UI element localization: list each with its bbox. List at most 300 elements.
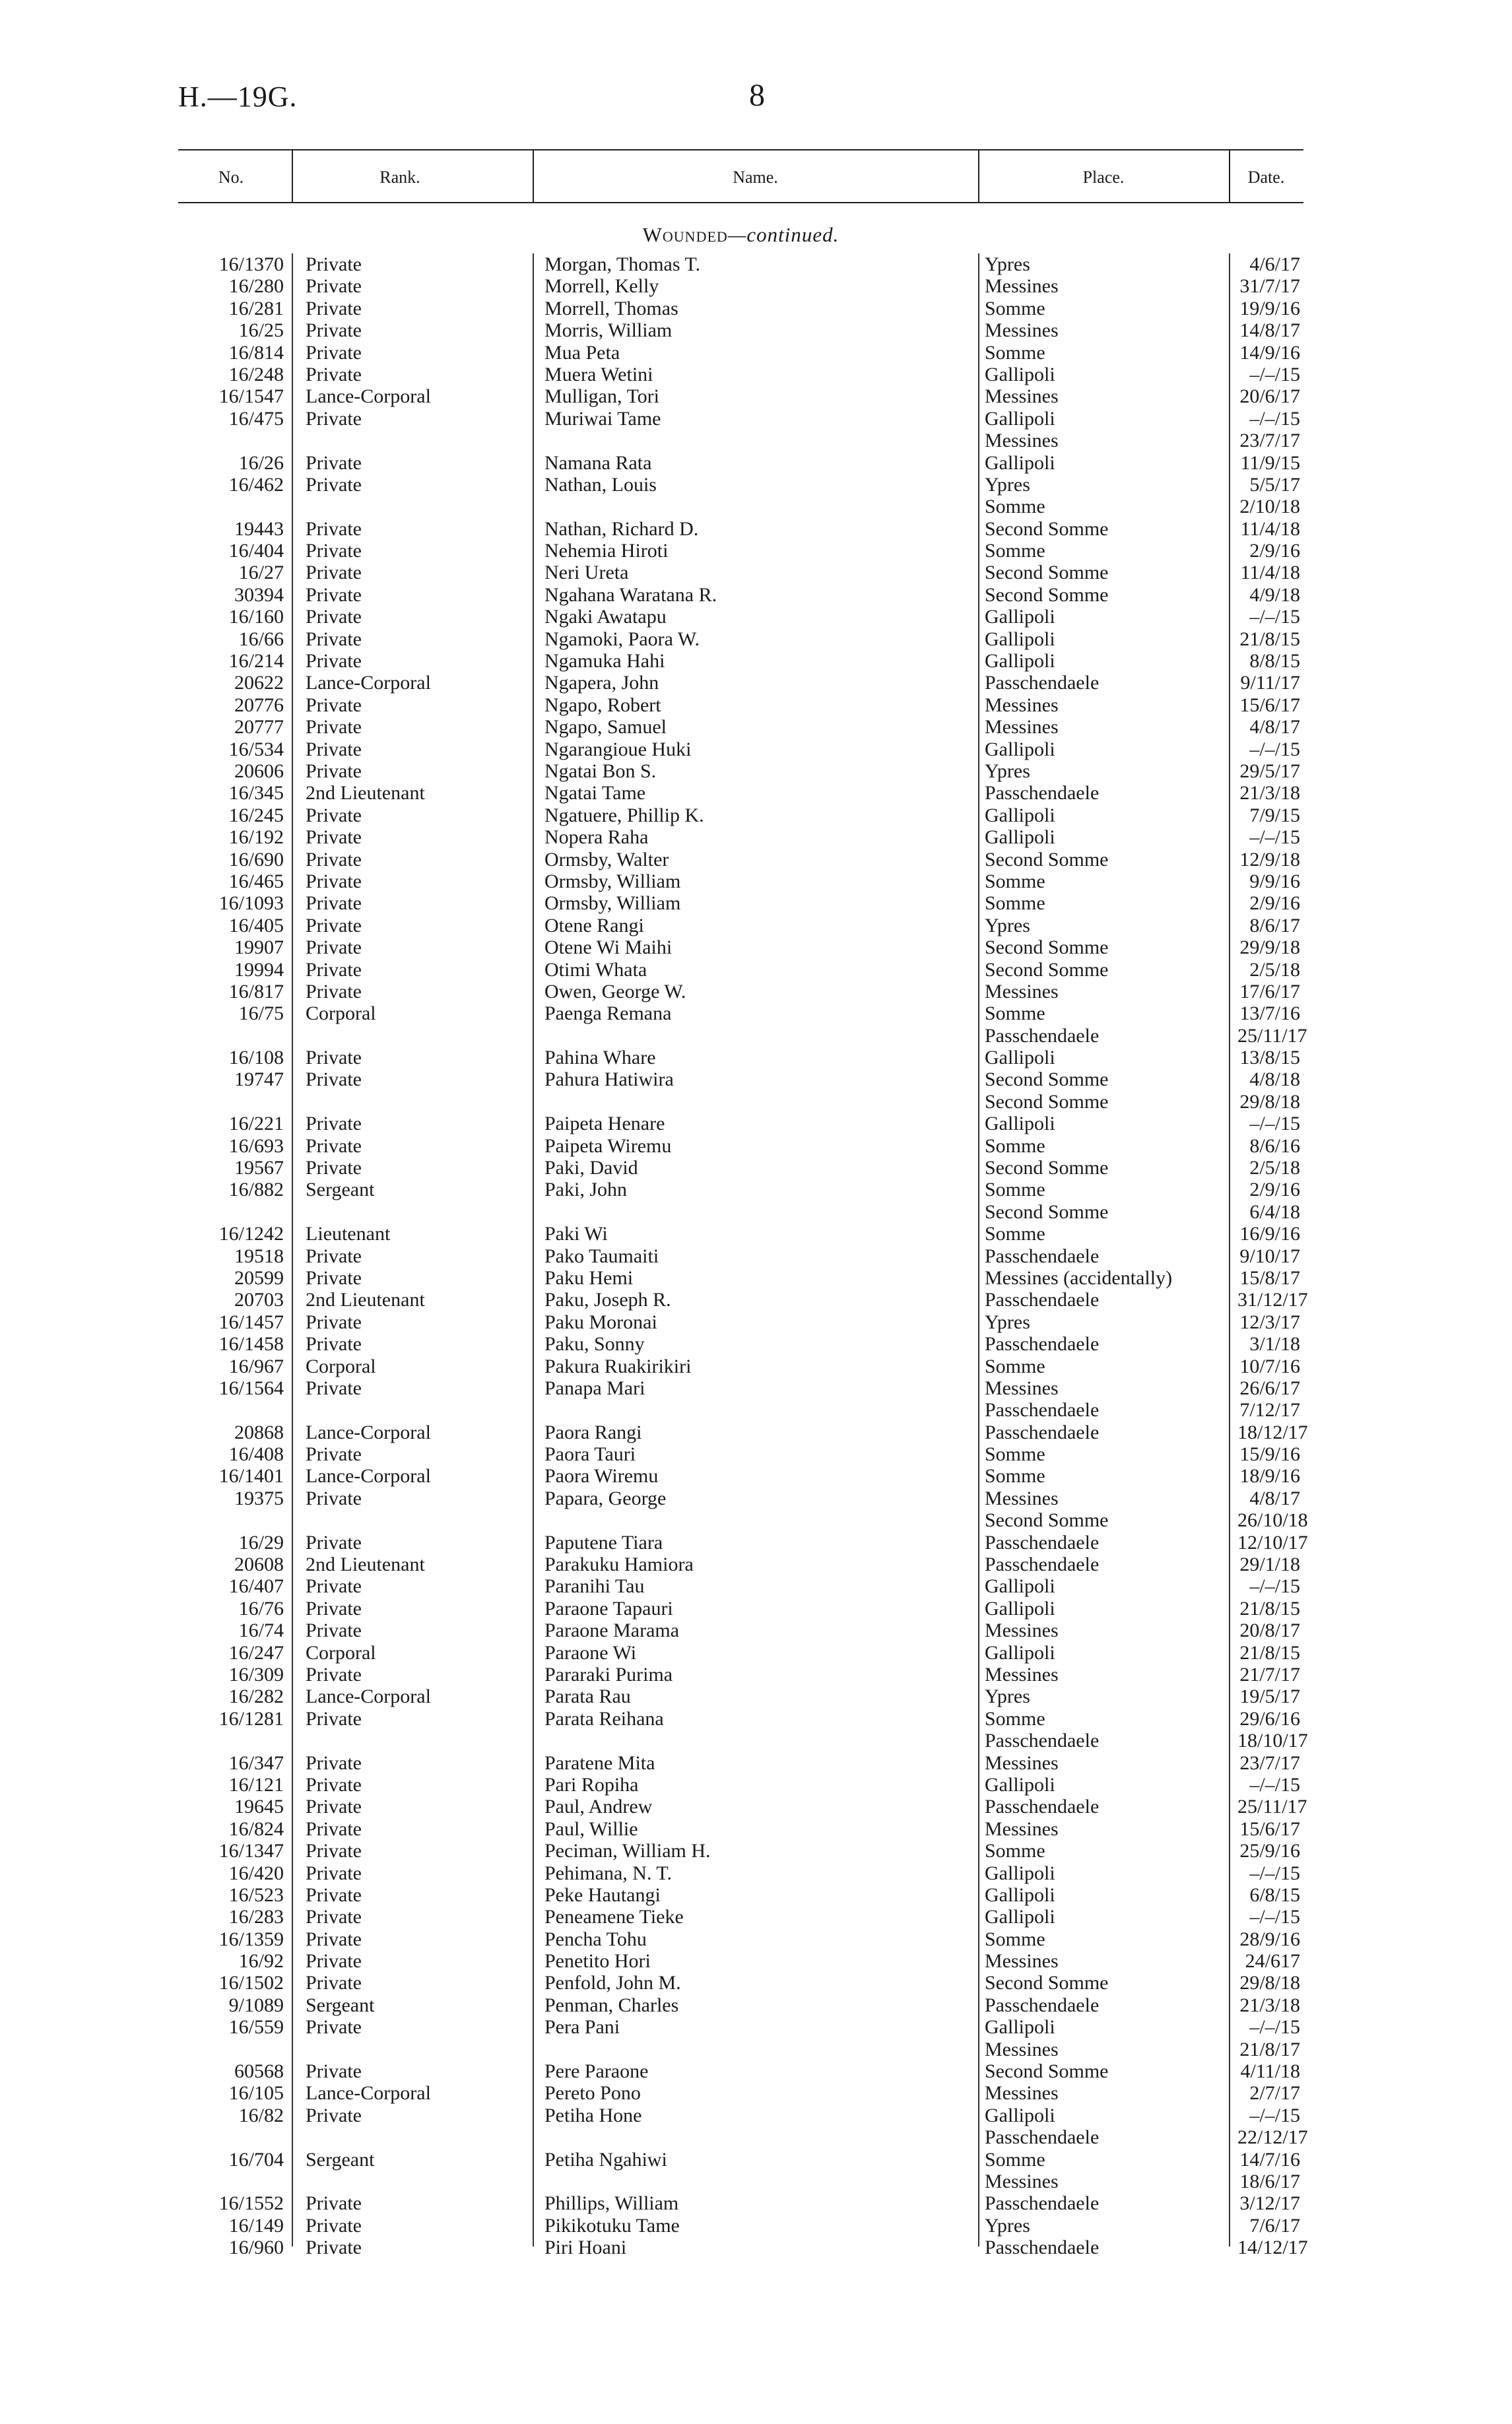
- table-row: [178, 1421, 1308, 1443]
- cell-place: Second Somme: [985, 562, 1109, 584]
- cell-date: 21/8/15: [1239, 628, 1300, 650]
- cell-place: Second Somme: [985, 1972, 1109, 1994]
- cell-rank: Private: [306, 275, 362, 298]
- cell-number: 16/66: [238, 628, 284, 650]
- table-row: [178, 1686, 1303, 1707]
- cell-rank: Private: [306, 1707, 362, 1730]
- cell-place: Ypres: [985, 760, 1030, 782]
- cell-place: Gallipoli: [985, 2104, 1055, 2126]
- cell-place: Gallipoli: [985, 407, 1055, 430]
- cell-date: 23/7/17: [1239, 430, 1300, 452]
- table-row: [178, 606, 1303, 628]
- cell-number: 16/74: [238, 1620, 284, 1642]
- cell-place: Gallipoli: [985, 1641, 1055, 1664]
- cell-place: Somme: [985, 1134, 1045, 1157]
- page-number: 8: [749, 78, 765, 113]
- table-row: [178, 1818, 1303, 1840]
- cell-name: Peneamene Tieke: [544, 1906, 684, 1928]
- cell-name: Paki, John: [544, 1179, 628, 1201]
- cell-rank: Private: [306, 540, 362, 562]
- table-row: [178, 2126, 1308, 2149]
- cell-date: 12/10/17: [1237, 1531, 1308, 1554]
- cell-place: Somme: [985, 496, 1045, 518]
- cell-number: 16/1242: [218, 1223, 284, 1245]
- cell-name: Peciman, William H.: [544, 1840, 711, 1862]
- table-row: [178, 1311, 1303, 1333]
- cell-name: Paraone Marama: [544, 1620, 680, 1642]
- cell-number: 16/405: [228, 914, 284, 936]
- cell-rank: Private: [306, 826, 362, 849]
- cell-place: Passchendaele: [985, 2126, 1100, 2149]
- cell-place: Messines: [985, 2082, 1059, 2105]
- cell-place: Messines: [985, 385, 1059, 408]
- cell-rank: Private: [306, 363, 362, 385]
- cell-name: Piri Hoani: [544, 2237, 627, 2259]
- cell-date: 2/9/16: [1249, 892, 1300, 915]
- cell-place: Messines: [985, 1620, 1059, 1642]
- cell-number: 19907: [234, 936, 284, 959]
- cell-place: Messines: [985, 1752, 1059, 1774]
- table-row: [178, 584, 1303, 606]
- cell-name: Paraone Wi: [544, 1641, 637, 1664]
- cell-place: Passchendaele: [985, 672, 1100, 694]
- cell-place: Gallipoli: [985, 363, 1055, 385]
- table-row: [178, 1972, 1303, 1994]
- cell-place: Messines (accidentally): [985, 1266, 1173, 1289]
- cell-date: 29/6/16: [1239, 1707, 1300, 1730]
- cell-name: Pahina Whare: [544, 1047, 656, 1069]
- cell-rank: Private: [306, 980, 362, 1002]
- column-headers: [178, 149, 1303, 203]
- cell-number: 16/1547: [218, 385, 284, 408]
- table-row: [178, 1399, 1303, 1421]
- cell-rank: Private: [306, 2104, 362, 2126]
- cell-rank: Private: [306, 451, 362, 474]
- table-row: [178, 1289, 1308, 1311]
- cell-number: 16/309: [228, 1664, 284, 1686]
- section-title-suffix: —continued.: [727, 223, 839, 246]
- cell-rank: Private: [306, 1818, 362, 1840]
- cell-rank: Private: [306, 1796, 362, 1818]
- cell-rank: Private: [306, 407, 362, 430]
- cell-date: 11/9/15: [1240, 451, 1300, 474]
- cell-place: Second Somme: [985, 1200, 1109, 1223]
- cell-rank: Private: [306, 738, 362, 760]
- table-row: [178, 2171, 1303, 2192]
- cell-rank: Lance-Corporal: [306, 1686, 431, 1708]
- cell-name: Owen, George W.: [544, 980, 686, 1002]
- cell-number: 16/817: [228, 980, 284, 1002]
- cell-name: Penfold, John M.: [544, 1972, 681, 1994]
- cell-date: –/–/15: [1249, 363, 1300, 385]
- cell-place: Messines: [985, 1664, 1059, 1686]
- cell-name: Pakura Ruakirikiri: [544, 1355, 692, 1377]
- table-row: [178, 1664, 1303, 1686]
- cell-date: –/–/15: [1249, 1862, 1300, 1884]
- cell-number: 16/1552: [218, 2192, 284, 2215]
- table-row: [178, 981, 1303, 1002]
- table-row: [178, 1377, 1303, 1399]
- cell-place: Somme: [985, 2148, 1045, 2171]
- cell-name: Penman, Charles: [544, 1994, 679, 2016]
- cell-number: 20599: [234, 1266, 284, 1289]
- table-row: [178, 1906, 1303, 1928]
- cell-number: 16/76: [238, 1597, 284, 1620]
- cell-date: 12/3/17: [1239, 1311, 1300, 1333]
- cell-place: Gallipoli: [985, 2016, 1055, 2039]
- cell-date: 21/8/17: [1239, 2038, 1300, 2060]
- cell-date: 31/7/17: [1239, 275, 1300, 298]
- cell-place: Gallipoli: [985, 826, 1055, 849]
- cell-date: 4/8/18: [1249, 1068, 1300, 1091]
- cell-rank: Private: [306, 1068, 362, 1091]
- cell-number: 16/814: [228, 341, 284, 364]
- cell-number: 16/75: [238, 1002, 284, 1025]
- cell-rank: Private: [306, 2192, 362, 2215]
- cell-date: 19/9/16: [1239, 297, 1300, 319]
- cell-name: Ormsby, Walter: [544, 848, 669, 870]
- cell-place: Gallipoli: [985, 738, 1055, 760]
- cell-name: Mulligan, Tori: [544, 385, 660, 408]
- table-row: [178, 1950, 1303, 1972]
- cell-date: 2/10/18: [1239, 496, 1300, 518]
- cell-date: 18/9/16: [1239, 1465, 1300, 1488]
- cell-number: 20777: [234, 716, 284, 738]
- cell-place: Gallipoli: [985, 650, 1055, 672]
- cell-number: 30394: [234, 583, 284, 606]
- cell-rank: Private: [306, 760, 362, 782]
- cell-place: Passchendaele: [985, 1245, 1100, 1267]
- cell-number: 16/1458: [218, 1333, 284, 1356]
- cell-number: 16/824: [228, 1818, 284, 1840]
- cell-rank: Private: [306, 1906, 362, 1928]
- cell-place: Ypres: [985, 253, 1030, 275]
- cell-date: 2/5/18: [1249, 958, 1300, 981]
- cell-date: 12/9/18: [1239, 848, 1300, 870]
- cell-date: 29/9/18: [1239, 936, 1300, 959]
- cell-date: 29/8/18: [1239, 1090, 1300, 1113]
- cell-name: Panapa Mari: [544, 1377, 645, 1399]
- cell-name: Parata Reihana: [544, 1707, 664, 1730]
- cell-date: 19/5/17: [1239, 1686, 1300, 1708]
- cell-place: Gallipoli: [985, 1906, 1055, 1928]
- cell-name: Pari Ropiha: [544, 1773, 639, 1796]
- cell-rank: Lance-Corporal: [306, 1421, 431, 1443]
- cell-number: 16/559: [228, 2016, 284, 2039]
- cell-rank: Private: [306, 1840, 362, 1862]
- cell-place: Second Somme: [985, 848, 1109, 870]
- cell-place: Ypres: [985, 1311, 1030, 1333]
- cell-name: Pera Pani: [544, 2016, 620, 2039]
- cell-date: –/–/15: [1249, 2016, 1300, 2039]
- cell-place: Ypres: [985, 914, 1030, 936]
- table-row: [178, 253, 1303, 275]
- cell-number: 16/420: [228, 1862, 284, 1884]
- cell-name: Ngaki Awatapu: [544, 606, 667, 628]
- table-row: [178, 1928, 1303, 1950]
- table-row: [178, 1796, 1307, 1818]
- cell-rank: 2nd Lieutenant: [306, 1289, 425, 1311]
- cell-name: Ngamuka Hahi: [544, 650, 665, 672]
- cell-name: Paraone Tapauri: [544, 1597, 673, 1620]
- cell-number: 16/347: [228, 1752, 284, 1774]
- cell-place: Messines: [985, 1950, 1059, 1973]
- cell-date: 2/9/16: [1249, 1179, 1300, 1201]
- cell-place: Somme: [985, 1443, 1045, 1466]
- table-row: [178, 738, 1303, 760]
- table-row: [178, 1091, 1303, 1113]
- table-row: [178, 1531, 1308, 1554]
- cell-rank: Sergeant: [306, 1994, 375, 2016]
- cell-place: Somme: [985, 1465, 1045, 1488]
- cell-number: 60568: [234, 2060, 284, 2083]
- cell-name: Mua Peta: [544, 341, 620, 364]
- column-header-rank: Rank.: [379, 168, 420, 187]
- cell-place: Somme: [985, 540, 1045, 562]
- cell-name: Parata Rau: [544, 1686, 631, 1708]
- cell-date: 18/12/17: [1237, 1421, 1308, 1443]
- table-row: [178, 1179, 1303, 1200]
- table-row: [178, 826, 1303, 848]
- cell-name: Ngahana Waratana R.: [544, 583, 717, 606]
- cell-date: 21/8/15: [1239, 1641, 1300, 1664]
- cell-date: 9/9/16: [1249, 870, 1300, 892]
- table-row: [178, 1201, 1303, 1223]
- table-row: [178, 1135, 1303, 1157]
- table-row: [178, 1840, 1303, 1862]
- cell-rank: Private: [306, 1134, 362, 1157]
- cell-place: Messines: [985, 980, 1059, 1002]
- cell-number: 16/25: [238, 319, 284, 342]
- cell-name: Otimi Whata: [544, 958, 647, 981]
- cell-rank: Private: [306, 650, 362, 672]
- cell-place: Somme: [985, 1355, 1045, 1377]
- cell-rank: Private: [306, 870, 362, 892]
- cell-place: Messines: [985, 1487, 1059, 1509]
- cell-number: 16/534: [228, 738, 284, 760]
- table-row: [178, 474, 1303, 496]
- cell-place: Messines: [985, 716, 1059, 738]
- table-row: [178, 2237, 1308, 2259]
- cell-number: 19375: [234, 1487, 284, 1509]
- cell-name: Neri Ureta: [544, 562, 629, 584]
- cell-number: 16/149: [228, 2214, 284, 2237]
- cell-number: 19518: [234, 1245, 284, 1267]
- cell-number: 19747: [234, 1068, 284, 1091]
- cell-date: 4/11/18: [1240, 2060, 1300, 2083]
- cell-date: 29/1/18: [1239, 1554, 1300, 1576]
- cell-date: 18/6/17: [1239, 2170, 1300, 2192]
- cell-number: 16/704: [228, 2148, 284, 2171]
- cell-name: Parakuku Hamiora: [544, 1554, 694, 1576]
- cell-name: Pencha Tohu: [544, 1928, 647, 1950]
- cell-number: 19645: [234, 1796, 284, 1818]
- cell-date: 14/12/17: [1237, 2237, 1308, 2259]
- cell-name: Paora Rangi: [544, 1421, 642, 1443]
- cell-name: Ngatai Tame: [544, 782, 646, 804]
- cell-number: 16/281: [228, 297, 284, 319]
- cell-name: Ngapo, Robert: [544, 694, 661, 716]
- table-row: [178, 1708, 1303, 1730]
- cell-rank: Private: [306, 1620, 362, 1642]
- table-row: [178, 1884, 1303, 1906]
- cell-name: Paki, David: [544, 1157, 638, 1179]
- cell-date: 9/11/17: [1240, 672, 1300, 694]
- cell-name: Pako Taumaiti: [544, 1245, 659, 1267]
- cell-date: 24/617: [1245, 1950, 1300, 1973]
- table-row: [178, 319, 1303, 341]
- cell-rank: Private: [306, 2237, 362, 2259]
- cell-number: 16/1457: [218, 1311, 284, 1333]
- cell-place: Passchendaele: [985, 1024, 1100, 1047]
- table-row: [178, 2060, 1303, 2082]
- cell-rank: Lance-Corporal: [306, 672, 431, 694]
- table-row: [178, 2149, 1303, 2171]
- table-row: [178, 540, 1303, 562]
- cell-place: Somme: [985, 892, 1045, 915]
- cell-place: Passchendaele: [985, 1554, 1100, 1576]
- cell-number: 16/92: [238, 1950, 284, 1973]
- cell-number: 16/1281: [218, 1707, 284, 1730]
- cell-number: 16/283: [228, 1906, 284, 1928]
- cell-rank: Private: [306, 1245, 362, 1267]
- table-row: [178, 1488, 1303, 1509]
- cell-number: 20703: [234, 1289, 284, 1311]
- cell-date: 7/12/17: [1239, 1399, 1300, 1422]
- casualty-table: [178, 253, 1308, 2259]
- cell-number: 16/221: [228, 1113, 284, 1135]
- cell-rank: Private: [306, 562, 362, 584]
- cell-place: Passchendaele: [985, 1289, 1100, 1311]
- cell-place: Passchendaele: [985, 1531, 1100, 1554]
- cell-date: 25/9/16: [1239, 1840, 1300, 1862]
- cell-name: Pararaki Purima: [544, 1664, 673, 1686]
- cell-date: –/–/15: [1249, 826, 1300, 849]
- cell-name: Otene Rangi: [544, 914, 644, 936]
- cell-date: 25/11/17: [1237, 1796, 1307, 1818]
- cell-place: Messines: [985, 1818, 1059, 1840]
- cell-place: Second Somme: [985, 1090, 1109, 1113]
- cell-name: Paratene Mita: [544, 1752, 655, 1774]
- cell-number: 16/407: [228, 1575, 284, 1598]
- table-row: [178, 1465, 1303, 1487]
- cell-rank: Private: [306, 1928, 362, 1950]
- cell-rank: Private: [306, 319, 362, 342]
- table-row: [178, 430, 1303, 451]
- cell-rank: Private: [306, 2016, 362, 2039]
- table-row: [178, 1443, 1303, 1465]
- cell-place: Messines: [985, 694, 1059, 716]
- cell-date: 11/4/18: [1240, 562, 1300, 584]
- cell-date: 15/6/17: [1239, 694, 1300, 716]
- cell-date: 26/10/18: [1237, 1509, 1308, 1532]
- cell-rank: Private: [306, 1443, 362, 1466]
- column-header-no: No.: [218, 168, 244, 187]
- cell-number: 16/690: [228, 848, 284, 870]
- cell-date: 29/8/18: [1239, 1972, 1300, 1994]
- cell-number: 16/408: [228, 1443, 284, 1466]
- cell-number: 20622: [234, 672, 284, 694]
- section-title-text: Wounded: [642, 223, 728, 246]
- cell-place: Somme: [985, 1002, 1045, 1025]
- cell-date: –/–/15: [1249, 606, 1300, 628]
- cell-date: –/–/15: [1249, 1113, 1300, 1135]
- cell-number: 16/1359: [218, 1928, 284, 1950]
- table-row: [178, 385, 1303, 407]
- cell-place: Gallipoli: [985, 1047, 1055, 1069]
- cell-place: Passchendaele: [985, 1399, 1100, 1422]
- cell-date: 4/8/17: [1249, 716, 1300, 738]
- table-row: [178, 496, 1303, 517]
- cell-name: Paku Moronai: [544, 1311, 657, 1333]
- table-row: [178, 849, 1303, 870]
- cell-rank: Private: [306, 628, 362, 650]
- cell-name: Muriwai Tame: [544, 407, 661, 430]
- cell-date: –/–/15: [1249, 1773, 1300, 1796]
- cell-number: 16/82: [238, 2104, 284, 2126]
- cell-rank: Private: [306, 341, 362, 364]
- cell-name: Phillips, William: [544, 2192, 679, 2215]
- cell-date: 13/8/15: [1239, 1047, 1300, 1069]
- cell-rank: Private: [306, 1113, 362, 1135]
- cell-number: 16/108: [228, 1047, 284, 1069]
- cell-date: 6/8/15: [1249, 1884, 1300, 1906]
- table-row: [178, 694, 1303, 716]
- cell-place: Somme: [985, 1223, 1045, 1245]
- cell-number: 16/523: [228, 1884, 284, 1906]
- cell-place: Somme: [985, 1707, 1045, 1730]
- cell-place: Passchendaele: [985, 1796, 1100, 1818]
- cell-number: 16/29: [238, 1531, 284, 1554]
- cell-name: Ngatai Bon S.: [544, 760, 657, 782]
- cell-date: 23/7/17: [1239, 1752, 1300, 1774]
- cell-rank: Private: [306, 297, 362, 319]
- cell-date: –/–/15: [1249, 1575, 1300, 1598]
- table-row: [178, 2016, 1303, 2038]
- cell-date: 16/9/16: [1239, 1223, 1300, 1245]
- cell-date: –/–/15: [1249, 1906, 1300, 1928]
- cell-rank: 2nd Lieutenant: [306, 1554, 425, 1576]
- cell-number: 16/345: [228, 782, 284, 804]
- cell-date: 7/6/17: [1249, 2214, 1300, 2237]
- cell-rank: Private: [306, 1333, 362, 1356]
- table-row: [178, 628, 1303, 650]
- cell-name: Morgan, Thomas T.: [544, 253, 701, 275]
- cell-rank: Private: [306, 1266, 362, 1289]
- table-row: [178, 1002, 1303, 1024]
- table-row: [178, 452, 1303, 474]
- cell-rank: Lance-Corporal: [306, 1465, 431, 1488]
- cell-date: 14/9/16: [1239, 341, 1300, 364]
- table-row: [178, 936, 1303, 958]
- cell-number: 19567: [234, 1157, 284, 1179]
- cell-place: Second Somme: [985, 517, 1109, 540]
- cell-rank: Private: [306, 1311, 362, 1333]
- cell-rank: Private: [306, 1487, 362, 1509]
- cell-date: 2/5/18: [1249, 1157, 1300, 1179]
- cell-number: 16/1347: [218, 1840, 284, 1862]
- cell-name: Pereto Pono: [544, 2082, 641, 2105]
- table-row: [178, 650, 1303, 672]
- cell-date: 21/3/18: [1239, 1994, 1300, 2016]
- table-row: [178, 562, 1303, 583]
- table-row: [178, 1267, 1303, 1289]
- cell-rank: Private: [306, 1752, 362, 1774]
- cell-number: 16/27: [238, 562, 284, 584]
- table-row: [178, 892, 1303, 914]
- cell-number: 19443: [234, 517, 284, 540]
- cell-number: 16/280: [228, 275, 284, 298]
